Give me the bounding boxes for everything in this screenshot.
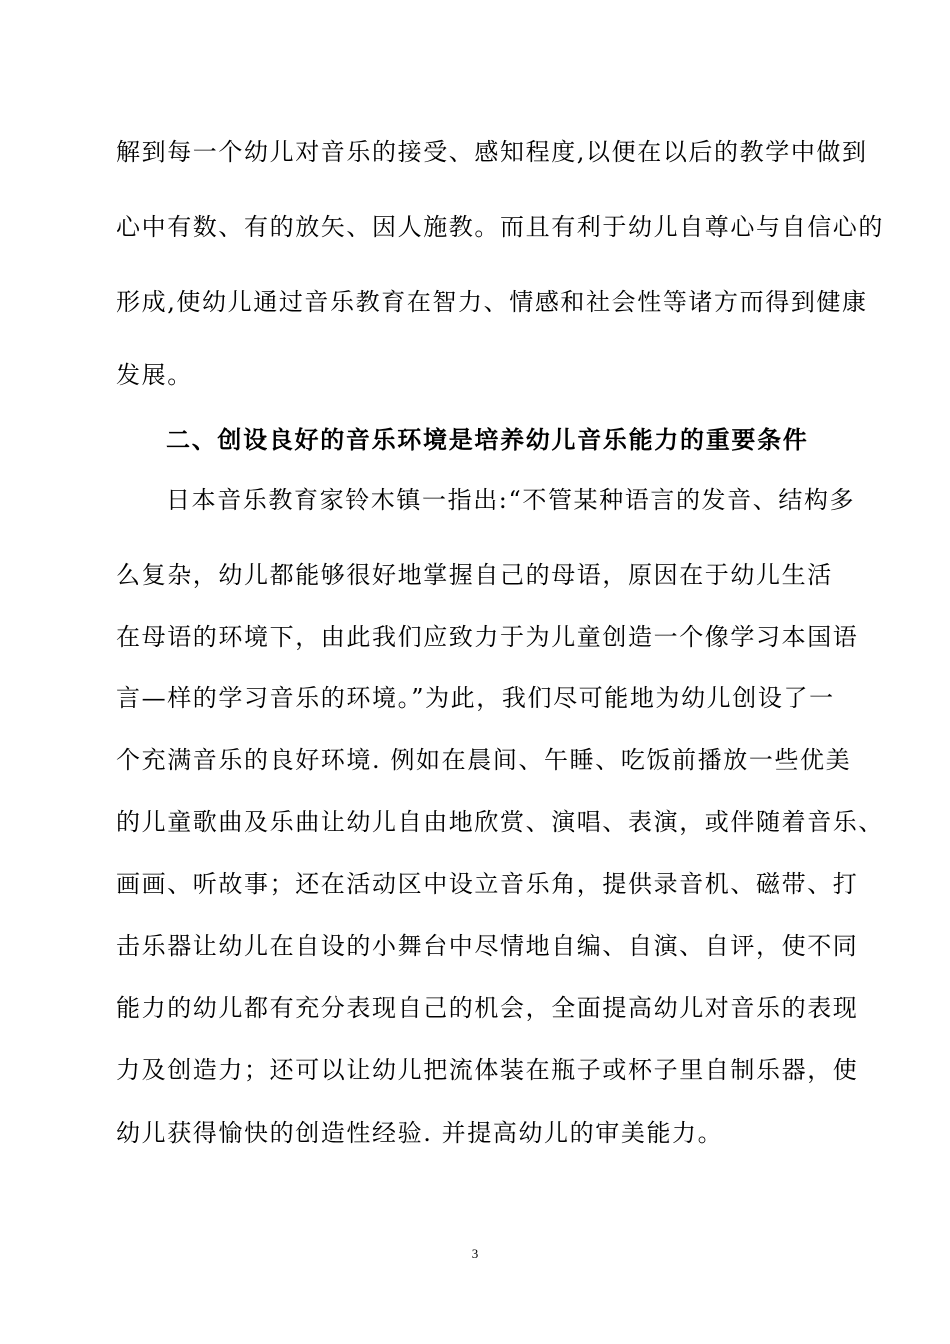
paragraph-2-line-2: 么复杂，幼儿都能够很好地掌握自己的母语，原因在于幼儿生活 xyxy=(116,561,833,589)
paragraph-2-line-7: 画画、听故事；还在活动区中设立音乐角，提供录音机、磁带、打 xyxy=(116,870,859,898)
paragraph-2-line-4: 言—样的学习音乐的环境。”为此，我们尽可能地为幼儿创设了一 xyxy=(116,684,835,712)
paragraph-1-line-3: 形成,使幼儿通过音乐教育在智力、情感和社会性等诸方而得到健康 xyxy=(116,288,868,316)
paragraph-2-line-11: 幼儿获得愉快的创造性经验. 并提高幼儿的审美能力。 xyxy=(116,1119,724,1147)
paragraph-2-line-9: 能力的幼儿都有充分表现自己的机会，全面提高幼儿对音乐的表现 xyxy=(116,994,859,1022)
paragraph-2-line-6: 的儿童歌曲及乐曲让幼儿自由地欣赏、演唱、表演，或伴随着音乐、 xyxy=(116,808,884,836)
paragraph-2-line-5: 个充满音乐的良好环境. 例如在晨间、午睡、吃饭前播放一些优美 xyxy=(116,746,852,774)
paragraph-2-line-1: 日本音乐教育家铃木镇一指出:“不管某种语言的发音、结构多 xyxy=(166,486,856,514)
paragraph-2-line-3: 在母语的环境下，由此我们应致力于为儿童创造一个像学习本国语 xyxy=(116,623,859,651)
section-heading: 二、创设良好的音乐环境是培养幼儿音乐能力的重要条件 xyxy=(166,425,809,454)
paragraph-2-line-8: 击乐器让幼儿在自设的小舞台中尽情地自编、自演、自评，使不同 xyxy=(116,932,859,960)
paragraph-2-line-10: 力及创造力；还可以让幼儿把流体装在瓶子或杯子里自制乐器，使 xyxy=(116,1056,859,1084)
paragraph-1-line-2: 心中有数、有的放矢、因人施教。而且有利于幼儿自尊心与自信心的 xyxy=(116,213,884,241)
paragraph-1-line-1: 解到每一个幼儿对音乐的接受、感知程度,以便在以后的教学中做到 xyxy=(116,138,868,166)
page-number: 3 xyxy=(471,1246,479,1261)
paragraph-1-line-4: 发展。 xyxy=(116,361,193,389)
